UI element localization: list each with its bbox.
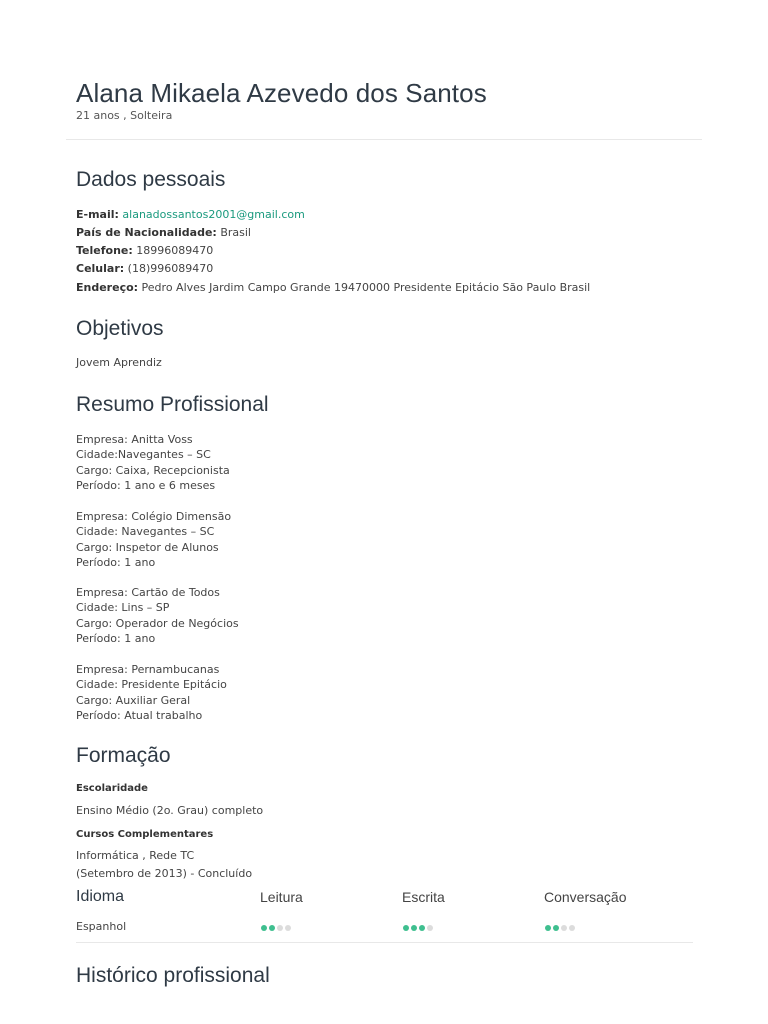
nationality-value: Brasil — [220, 226, 251, 239]
job-city: Cidade:Navegantes – SC — [76, 448, 211, 462]
course-name: Informática , Rede TC — [76, 849, 195, 862]
section-title-dados-pessoais: Dados pessoais — [76, 168, 226, 191]
cellphone-label: Celular: — [76, 262, 125, 275]
filled-level-dot — [545, 925, 551, 931]
empty-level-dot — [569, 925, 575, 931]
cellphone-row — [76, 261, 213, 276]
email-label: E-mail: — [76, 208, 119, 221]
section-title-resumo-profissional: Resumo Profissional — [76, 393, 269, 416]
language-table-divider — [76, 942, 693, 943]
section-title-historico-profissional: Histórico profissional — [76, 964, 270, 987]
job-entry — [76, 432, 230, 493]
nationality-label: País de Nacionalidade: — [76, 226, 217, 239]
writing-column-header: Escrita — [402, 889, 445, 905]
candidate-age-status: 21 anos , Solteira — [76, 109, 173, 122]
job-period: Período: 1 ano — [76, 555, 156, 569]
job-city: Cidade: Lins – SP — [76, 601, 170, 615]
section-title-formacao: Formação — [76, 744, 171, 767]
address-label: Endereço: — [76, 281, 139, 294]
filled-level-dot — [403, 925, 409, 931]
job-entry — [76, 662, 227, 723]
job-role: Cargo: Caixa, Recepcionista — [76, 463, 230, 477]
phone-row — [76, 243, 213, 258]
filled-level-dot — [261, 925, 267, 931]
address-row — [76, 280, 590, 295]
empty-level-dot — [285, 925, 291, 931]
course-date-status: (Setembro de 2013) - Concluído — [76, 867, 253, 880]
job-city: Cidade: Navegantes – SC — [76, 525, 215, 539]
filled-level-dot — [419, 925, 425, 931]
conversation-level-dots — [545, 925, 575, 931]
section-title-objetivos: Objetivos — [76, 317, 164, 340]
phone-label: Telefone: — [76, 244, 133, 257]
header-divider — [66, 139, 702, 140]
courses-label: Cursos Complementares — [76, 829, 214, 840]
cellphone-value: (18)996089470 — [127, 262, 214, 275]
nationality-row — [76, 225, 251, 240]
job-company: Empresa: Cartão de Todos — [76, 586, 220, 599]
conversation-column-header: Conversação — [544, 889, 627, 905]
job-period: Período: 1 ano e 6 meses — [76, 478, 216, 492]
job-city: Cidade: Presidente Epitácio — [76, 678, 227, 692]
job-role: Cargo: Operador de Negócios — [76, 616, 239, 630]
email-link[interactable]: alanadossantos2001@gmail.com — [122, 208, 305, 221]
job-entry — [76, 585, 239, 646]
writing-level-dots — [403, 925, 433, 931]
filled-level-dot — [553, 925, 559, 931]
reading-level-dots — [261, 925, 291, 931]
education-level-value: Ensino Médio (2o. Grau) completo — [76, 804, 264, 817]
empty-level-dot — [561, 925, 567, 931]
phone-value: 18996089470 — [136, 244, 214, 257]
language-column-header: Idioma — [76, 888, 125, 905]
job-company: Empresa: Anitta Voss — [76, 433, 193, 446]
job-company: Empresa: Colégio Dimensão — [76, 510, 232, 523]
objective-text: Jovem Aprendiz — [76, 356, 162, 369]
job-period: Período: 1 ano — [76, 631, 156, 645]
job-entry — [76, 509, 231, 570]
language-name: Espanhol — [76, 920, 127, 933]
reading-column-header: Leitura — [260, 889, 303, 905]
job-role: Cargo: Inspetor de Alunos — [76, 540, 219, 554]
candidate-name: Alana Mikaela Azevedo dos Santos — [76, 78, 487, 108]
filled-level-dot — [411, 925, 417, 931]
address-value: Pedro Alves Jardim Campo Grande 19470000 Presidente Epitácio São Paulo Brasil — [141, 281, 591, 294]
job-period: Período: Atual trabalho — [76, 708, 203, 722]
job-company: Empresa: Pernambucanas — [76, 663, 220, 676]
job-role: Cargo: Auxiliar Geral — [76, 693, 191, 707]
empty-level-dot — [277, 925, 283, 931]
filled-level-dot — [269, 925, 275, 931]
education-level-label: Escolaridade — [76, 783, 148, 794]
email-row — [76, 207, 305, 222]
empty-level-dot — [427, 925, 433, 931]
